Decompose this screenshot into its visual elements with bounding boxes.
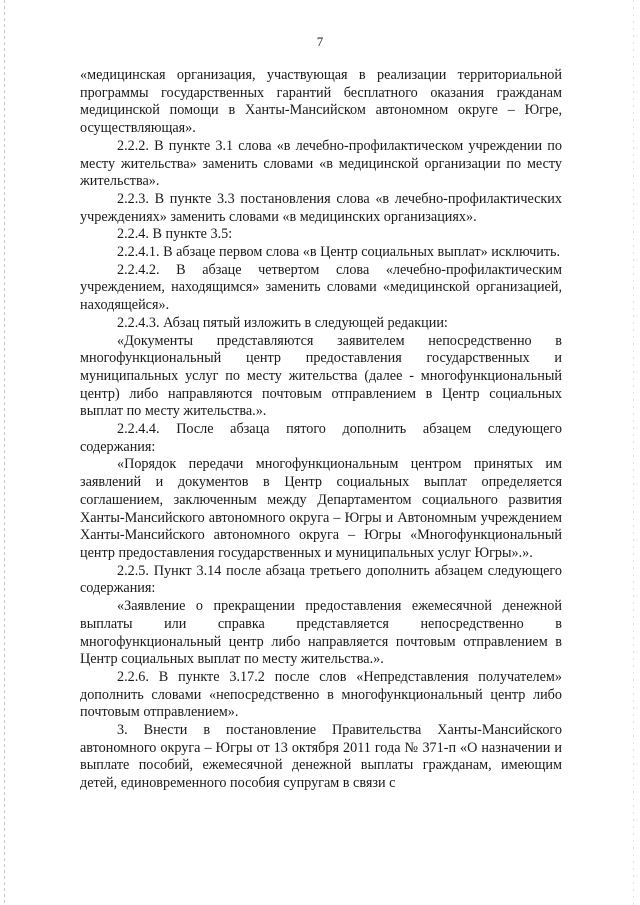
paragraph-quote-procedure: «Порядок передачи многофункциональным центром принятых им заявлений и документов в Центр социальных выплат определяется соглашением, заключенным между Департаментом социального развития Ханты-Мансийского автономного округа – Югры и Автономным учреждением Ханты-Мансийского автономного округа – Югры «Многофункциональный центр предоставления государственных и муниципальных услуг Югры».».: [80, 456, 562, 561]
paragraph-2-2-3: 2.2.3. В пункте 3.3 постановления слова «в лечебно-профилактических учреждениях» заменить словами «в медицинских организациях».: [80, 190, 562, 225]
paragraph-quote-application: «Заявление о прекращении предоставления ежемесячной денежной выплаты или справка представляется непосредственно в многофункциональный центр либо направляется почтовым отправлением в Центр социальных выплат по месту жительства.».: [80, 598, 562, 668]
page-number: 7: [316, 34, 324, 49]
paragraph-2-2-4-3: 2.2.4.3. Абзац пятый изложить в следующей редакции:: [117, 314, 448, 331]
paragraph-2-2-2: 2.2.2. В пункте 3.1 слова «в лечебно-профилактическом учреждении по месту жительства» заменить словами «в медицинской организации по месту жительства».: [80, 137, 562, 190]
paragraph-2-2-4-2: 2.2.4.2. В абзаце четвертом слова «лечебно-профилактическим учреждением, находящимся» заменить словами «медицинской организацией, находящейся».: [80, 261, 562, 314]
paragraph-2-2-4: 2.2.4. В пункте 3.5:: [117, 226, 233, 243]
paragraph-continuation: «медицинская организация, участвующая в реализации территориальной программы государственных гарантий бесплатного оказания гражданам медицинской помощи в Ханты-Мансийском автономном округе – Югре, осуществляющая».: [80, 67, 562, 137]
document-body: [80, 67, 562, 793]
scan-edge-right: [633, 0, 634, 905]
paragraph-2-2-5: 2.2.5. Пункт 3.14 после абзаца третьего дополнить абзацем следующего содержания:: [80, 562, 562, 597]
paragraph-3: 3. Внести в постановление Правительства Ханты-Мансийского автономного округа – Югры от 13 октября 2011 года № 371-п «О назначении и выплате пособий, ежемесячной денежной выплаты гражданам, имеющим детей, единовременного пособия супругам в связи с: [80, 722, 562, 792]
paragraph-2-2-4-1: 2.2.4.1. В абзаце первом слова «в Центр социальных выплат» исключить.: [117, 244, 561, 261]
paragraph-2-2-6: 2.2.6. В пункте 3.17.2 после слов «Непредставления получателем» дополнить словами «непосредственно в многофункциональный центр либо почтовым отправлением».: [80, 668, 562, 721]
paragraph-2-2-4-4: 2.2.4.4. После абзаца пятого дополнить абзацем следующего содержания:: [80, 421, 562, 455]
paragraph-quote-documents: «Документы представляются заявителем непосредственно в многофункциональный центр предоставления государственных и муниципальных услуг по месту жительства (далее - многофункциональный центр) либо направляются почтовым отправлением в Центр социальных выплат по месту жительства.».: [80, 332, 562, 420]
scan-edge-left: [4, 0, 5, 905]
